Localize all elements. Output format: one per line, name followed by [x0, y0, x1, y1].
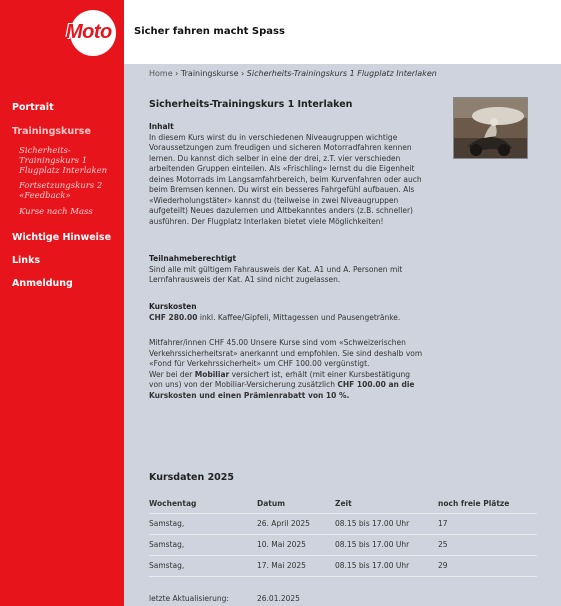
main-content — [124, 64, 561, 606]
text-line: Mitfahrer/innen CHF 45.00 Unsere Kurse sind vom «Schweizerischen — [149, 338, 406, 347]
column-header: Datum — [257, 495, 335, 513]
column-header: Wochentag — [149, 495, 257, 513]
nav-anmeldung[interactable]: Anmeldung — [12, 278, 73, 289]
text-line: lernen. Du kannst dich selber in eine der drei, z.T. vier verschieden — [149, 153, 401, 163]
dates-table — [149, 495, 537, 577]
subnav-line: Fortsetzungskurs 2 — [19, 181, 103, 191]
nav-links[interactable]: Links — [12, 255, 41, 266]
column-header: Zeit — [335, 495, 438, 513]
text-line: «Wiederholungstäter» kannst du (teilweise in zwei Niveaugruppen — [149, 195, 399, 205]
subnav-line: Sicherheits- — [19, 146, 71, 156]
motorcycle-photo — [454, 98, 528, 159]
cell-weekday: Samstag, — [149, 534, 257, 555]
cell-free-places: 29 — [438, 555, 537, 576]
table-row — [149, 534, 537, 555]
text-span: Wer bei der — [149, 369, 195, 379]
text-span: versichert ist, erhält (mit einer Kursbestätigung — [229, 369, 410, 379]
subnav-line: Kurse nach Mass — [19, 207, 93, 217]
subnav-line: «Feedback» — [19, 191, 71, 201]
header — [0, 0, 561, 64]
text-line: deines Motorrads im Langsamfahrbereich, beim Kurvenfahren oder auch — [149, 174, 422, 184]
moto-logo[interactable] — [66, 10, 120, 56]
mobiliar-bold: Kurskosten und einen Prämienrabatt von 10 %. — [149, 390, 350, 400]
teilnahme-section — [149, 254, 449, 286]
cell-time: 08.15 bis 17.00 Uhr — [335, 555, 438, 576]
inhalt-heading: Inhalt — [149, 122, 174, 131]
kursdaten-title: Kursdaten 2025 — [149, 472, 235, 483]
subnav-line: Trainingskurs 1 — [19, 156, 88, 166]
subnav-line: Flugplatz Interlaken — [19, 166, 108, 176]
text-line: Verkehrssicherheitsrat» anerkannt und empfohlen. Sie sind deshalb vom — [149, 348, 423, 358]
mobiliar-line — [149, 380, 449, 391]
cell-date: 26. April 2025 — [257, 513, 335, 534]
breadcrumb-separator: › — [241, 69, 245, 78]
mobiliar-line — [149, 391, 449, 402]
price: CHF 280.00 — [149, 312, 198, 322]
sidebar — [0, 64, 124, 606]
text-line: Lernfahrausweis der Kat. A1 sind nicht zugelassen. — [149, 275, 341, 284]
subnav-kurse-nach-mass[interactable] — [19, 207, 119, 217]
column-header: noch freie Plätze — [438, 495, 537, 513]
breadcrumb-current: Sicherheits-Trainingskurs 1 Flugplatz Interlaken — [246, 69, 437, 78]
breadcrumb-home[interactable]: Home — [149, 69, 173, 78]
logo-block — [0, 0, 124, 64]
mobiliar-bold: Mobiliar — [194, 369, 230, 379]
price-line — [149, 313, 449, 324]
price-note: inkl. Kaffee/Gipfeli, Mittagessen und Pausengetränke. — [199, 312, 401, 322]
subnav-sicherheits-trainingskurs[interactable] — [19, 146, 119, 176]
inhalt-section — [149, 122, 449, 227]
slogan: Sicher fahren macht Spass — [134, 26, 285, 37]
cell-weekday: Samstag, — [149, 513, 257, 534]
text-line: In diesem Kurs wirst du in verschiedenen Niveaugruppen wichtige — [149, 132, 398, 142]
text-line: arbeitenden Gruppen einteilen. Als «Frischling» lernst du die Eigenheit — [149, 164, 415, 173]
cell-date: 17. Mai 2025 — [257, 555, 335, 576]
teilnahme-heading: Teilnahmeberechtigt — [149, 254, 237, 263]
mobiliar-line — [149, 370, 449, 381]
cell-time: 08.15 bis 17.00 Uhr — [335, 513, 438, 534]
nav-wichtige-hinweise[interactable]: Wichtige Hinweise — [12, 232, 112, 243]
logo-text: Moto — [66, 21, 112, 43]
course-photo — [453, 97, 528, 159]
text-line: ausführen. Der Flugplatz Interlaken bietet viele Möglichkeiten! — [149, 216, 384, 226]
update-value: 26.01.2025 — [257, 594, 300, 603]
text-line: aufgeteilt) Neues dazulernen und Altbekanntes anders (z.B. schneller) — [149, 206, 413, 215]
subnav-fortsetzungskurs[interactable] — [19, 181, 119, 201]
kosten-section — [149, 302, 449, 323]
nav-portrait[interactable]: Portrait — [12, 102, 54, 113]
table-header-row — [149, 495, 537, 513]
cell-free-places: 17 — [438, 513, 537, 534]
kosten-details — [149, 338, 449, 401]
mobiliar-bold: CHF 100.00 an die — [337, 380, 415, 389]
cell-weekday: Samstag, — [149, 555, 257, 576]
cell-free-places: 25 — [438, 534, 537, 555]
cell-time: 08.15 bis 17.00 Uhr — [335, 534, 438, 555]
breadcrumb-section[interactable]: Trainingskurse — [180, 69, 239, 78]
text-line: beim Bremsen kennen. Du wirst ein besseres Fahrgefühl aufbauen. Als — [149, 185, 415, 194]
text-line: «Fond für Verkehrssicherheit» um CHF 100.00 vergünstigt. — [149, 359, 370, 368]
update-label: letzte Aktualisierung: — [149, 594, 229, 603]
table-row — [149, 513, 537, 534]
breadcrumb-separator: › — [175, 69, 179, 78]
breadcrumb — [149, 69, 437, 78]
text-span: von uns) von der Mobiliar-Versicherung zusätzlich — [149, 380, 338, 389]
nav-trainingskurse[interactable]: Trainingskurse — [12, 126, 91, 137]
page-title: Sicherheits-Trainingskurs 1 Interlaken — [149, 99, 353, 110]
kosten-heading: Kurskosten — [149, 302, 197, 311]
text-line: Sind alle mit gültigem Fahrausweis der Kat. A1 und A. Personen mit — [149, 264, 403, 274]
table-row — [149, 555, 537, 576]
cell-date: 10. Mai 2025 — [257, 534, 335, 555]
text-line: Voraussetzungen zum freudigen und sicheren Motorradfahren kennen — [149, 143, 412, 152]
